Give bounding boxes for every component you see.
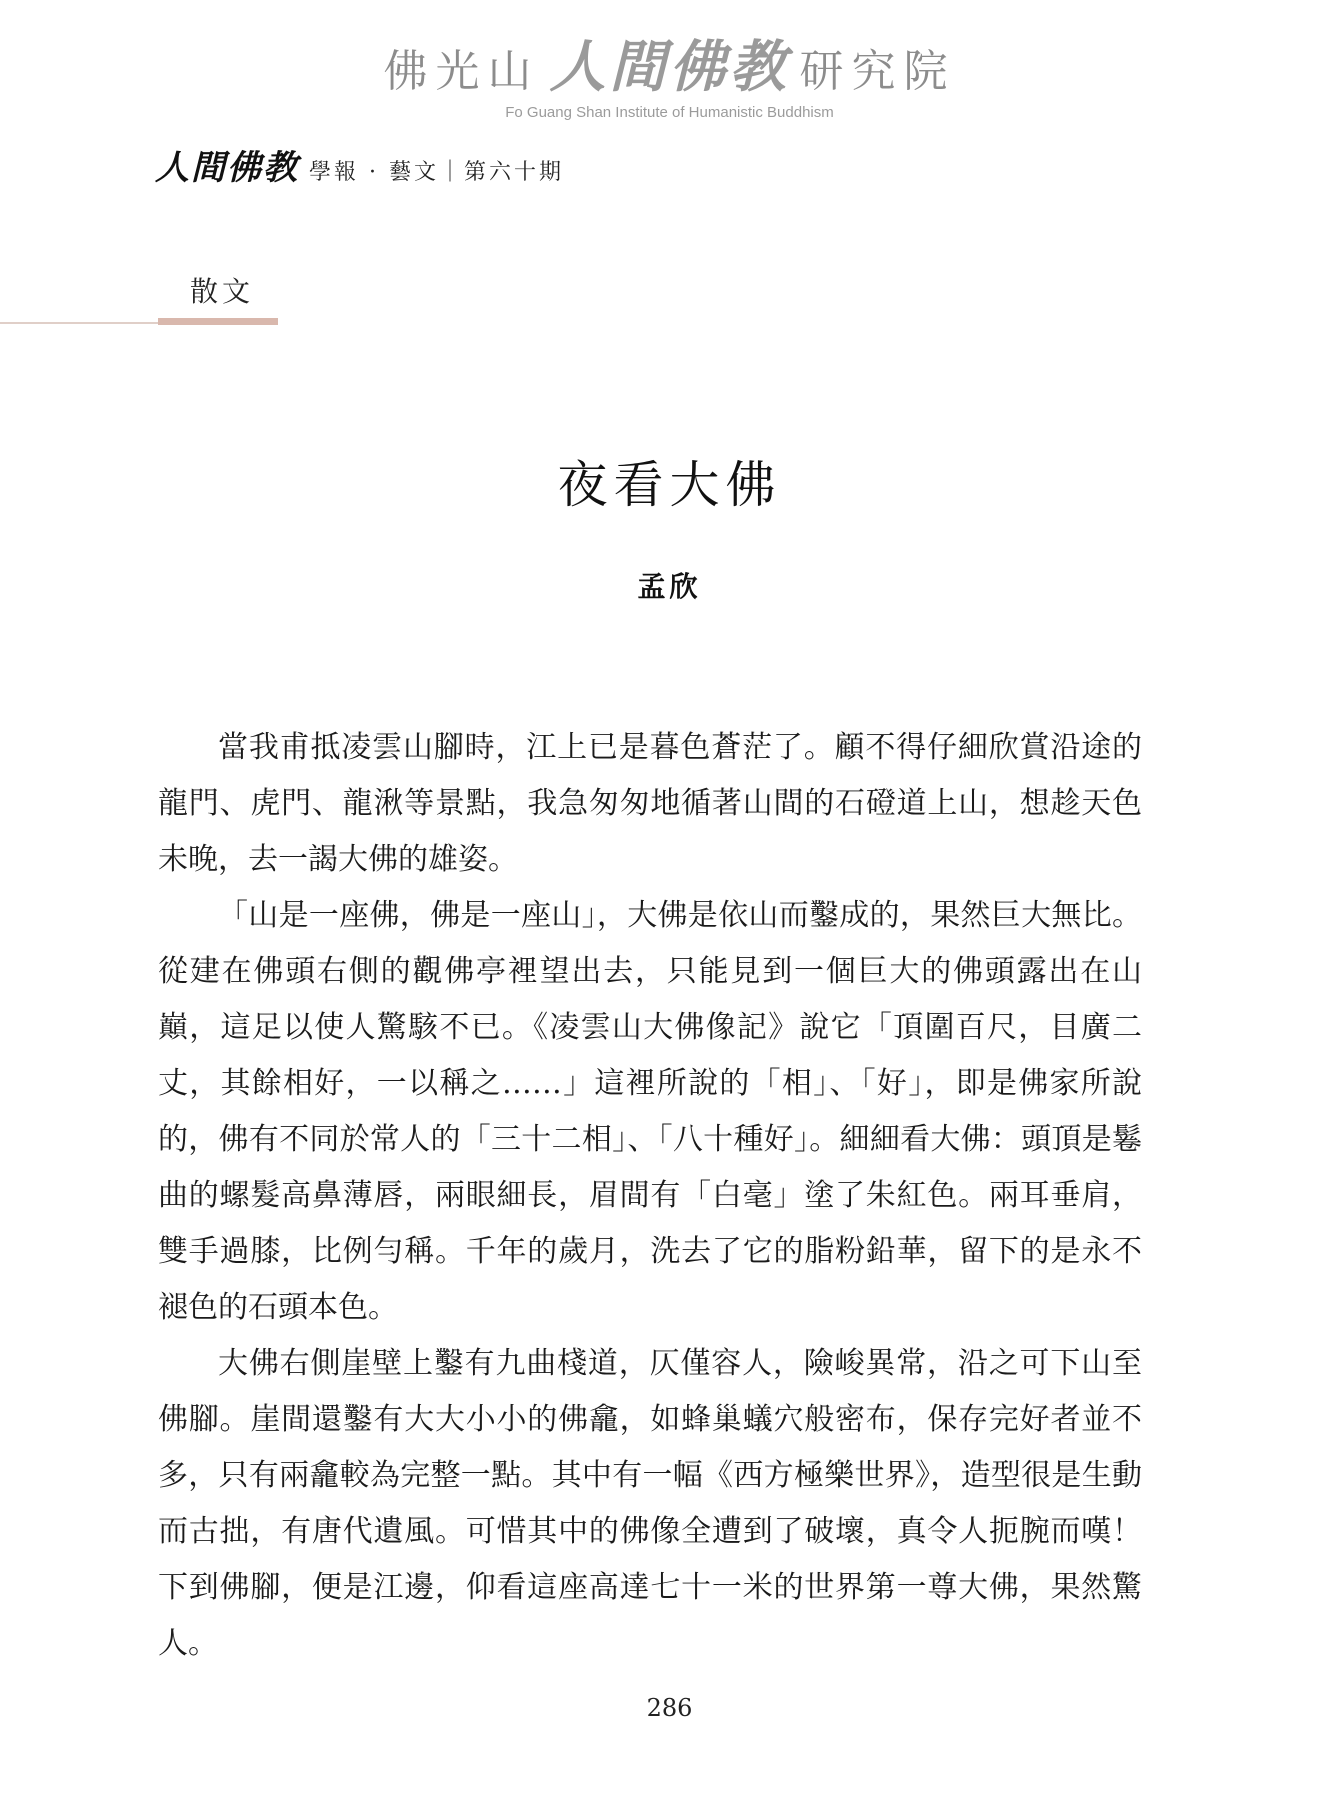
article-author: 孟欣 (637, 570, 702, 603)
institute-logo (0, 35, 1339, 102)
institute-brand: 人間佛教 (549, 35, 790, 100)
paragraph-2: 「山是一座佛，佛是一座山」，大佛是依山而鑿成的，果然巨大無比。從建在佛頭右側的觀佛亭裡望出去，只能見到一個巨大的佛頭露出在山巔，這足以使人驚駭不已。《凌雲山大佛像記》說它「頂圍百尺，目廣二丈，其餘相好，一以稱之……」這裡所說的「相」、「好」，即是佛家所說的，佛有不同於常人的「三十二相」、「八十種好」。細細看大佛：頭頂是鬈曲的螺髮高鼻薄唇，兩眼細長，眉間有「白毫」塗了朱紅色。兩耳垂肩，雙手過膝，比例勻稱。千年的歲月，洗去了它的脂粉鉛華，留下的是永不褪色的石頭本色。 (158, 898, 1142, 1325)
institute-header (0, 35, 1339, 121)
journal-meta: 學報 · 藝文｜第六十期 (309, 160, 564, 185)
article-title: 夜看大佛 (557, 456, 782, 514)
institute-prefix: 佛光山 (383, 46, 540, 97)
page-number: 286 (646, 1694, 693, 1722)
paragraph-1: 當我甫抵凌雲山腳時，江上已是暮色蒼茫了。顧不得仔細欣賞沿途的龍門、虎門、龍湫等景點，我急匆匆地循著山間的石磴道上山，想趁天色未晚，去一謁大佛的雄姿。 (158, 730, 1142, 877)
journal-running-head (155, 140, 564, 189)
section-divider-accent (158, 318, 278, 325)
paragraph-3: 大佛右側崖壁上鑿有九曲棧道，仄僅容人，險峻異常，沿之可下山至佛腳。崖間還鑿有大大小小的佛龕，如蜂巢蟻穴般密布，保存完好者並不多，只有兩龕較為完整一點。其中有一幅《西方極樂世界》，造型很是生動而古拙，有唐代遺風。可惜其中的佛像全遭到了破壞，真令人扼腕而嘆！下到佛腳，便是江邊，仰看這座高達七十一米的世界第一尊大佛，果然驚人。 (158, 1346, 1142, 1661)
journal-brand: 人間佛教 (155, 148, 299, 188)
section-label: 散文 (190, 275, 255, 308)
institute-english-name: Fo Guang Shan Institute of Humanistic Buddhism (505, 104, 834, 121)
article-body (158, 720, 1142, 1672)
institute-suffix: 研究院 (799, 46, 956, 97)
